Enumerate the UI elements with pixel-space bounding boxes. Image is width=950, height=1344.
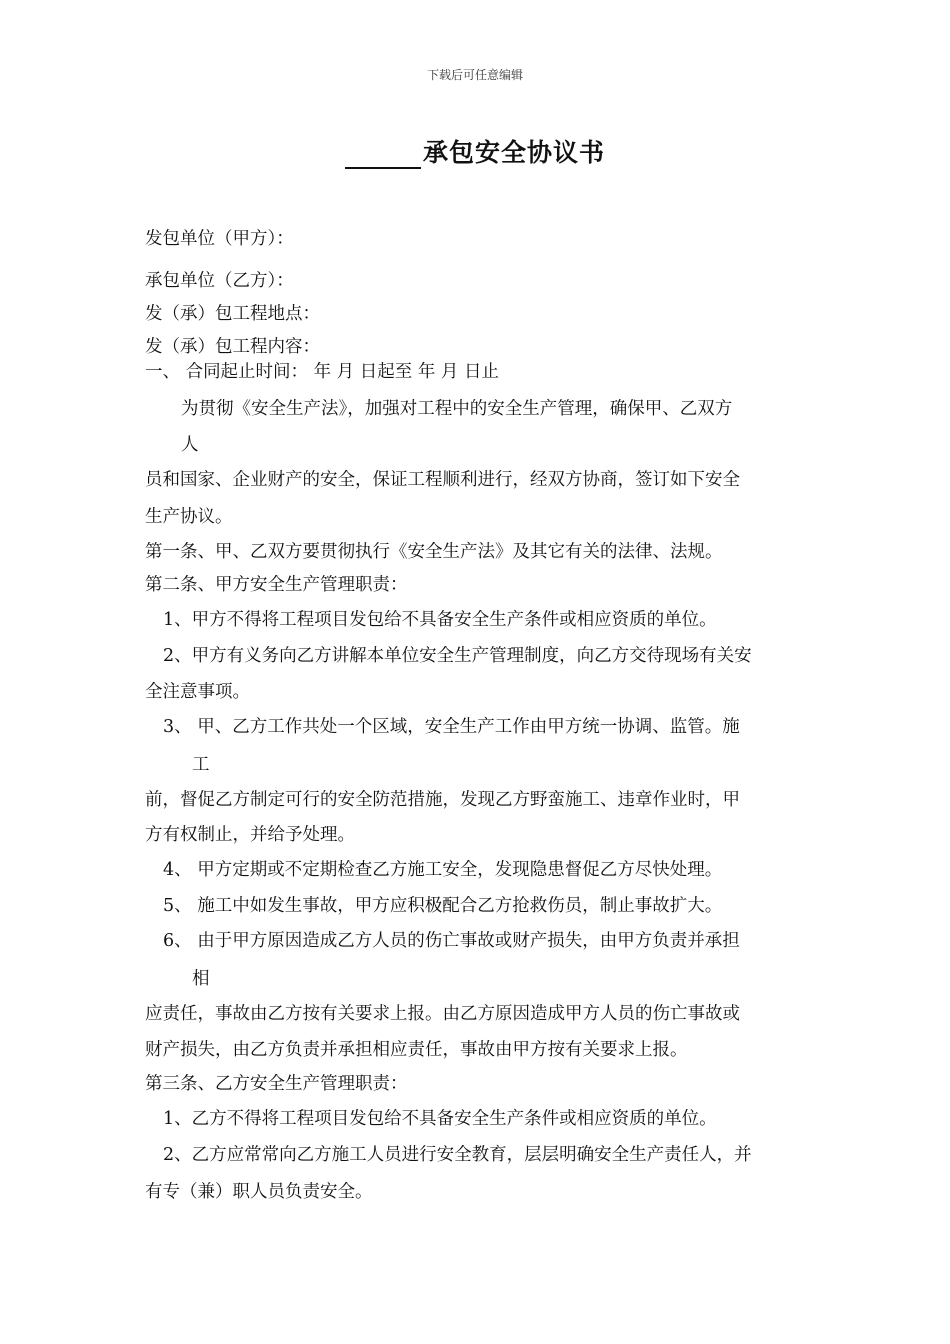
line-contractor: 承包单位（乙方）： [145,271,294,291]
line-article-2-item-6c: 应责任，事故由乙方按有关要求上报。由乙方原因造成甲方人员的伤亡事故或 [145,1004,740,1024]
line-article-3-item-1: 1、乙方不得将工程项目发包给不具备安全生产条件或相应资质的单位。 [163,1109,717,1129]
line-project-content: 发（承）包工程内容： [145,337,320,357]
line-article-3-heading: 第三条、乙方安全生产管理职责： [145,1074,408,1094]
line-article-2-item-3d: 方有权制止，并给予处理。 [145,825,355,845]
line-preamble-2: 人 [181,435,199,455]
header-note: 下载后可任意编辑 [426,68,523,82]
line-article-2-item-2a: 2、甲方有义务向乙方讲解本单位安全生产管理制度，向乙方交待现场有关安 [163,646,752,666]
document-title [0,133,950,169]
line-article-2-item-1: 1、甲方不得将工程项目发包给不具备安全生产条件或相应资质的单位。 [163,610,717,630]
line-article-3-item-2b: 有专（兼）职人员负责安全。 [145,1182,373,1202]
line-article-2-item-3c: 前，督促乙方制定可行的安全防范措施，发现乙方野蛮施工、违章作业时，甲 [145,790,740,810]
line-contract-period: 一、 合同起止时间： 年 月 日起至 年 月 日止 [145,362,499,382]
line-article-2-item-4: 4、 甲方定期或不定期检查乙方施工安全，发现隐患督促乙方尽快处理。 [163,860,723,880]
title-text: 承包安全协议书 [422,138,605,167]
line-article-2-item-5: 5、 施工中如发生事故，甲方应积极配合乙方抢救伤员，制止事故扩大。 [163,896,723,916]
line-article-2-item-2b: 全注意事项。 [145,682,250,702]
line-article-2-heading: 第二条、甲方安全生产管理职责： [145,575,408,595]
line-preamble-4: 生产协议。 [145,507,233,527]
line-article-2-item-3a: 3、 甲、乙方工作共处一个区域，安全生产工作由甲方统一协调、监管。施 [163,717,740,737]
line-article-2-item-3b: 工 [192,755,210,775]
title-blank-underline [345,141,421,169]
line-project-location: 发（承）包工程地点： [145,304,320,324]
line-preamble-1: 为贯彻《安全生产法》，加强对工程中的安全生产管理，确保甲、乙双方 [181,399,733,419]
line-article-2-item-6a: 6、 由于甲方原因造成乙方人员的伤亡事故或财产损失，由甲方负责并承担 [163,931,740,951]
line-preamble-3: 员和国家、企业财产的安全，保证工程顺利进行，经双方协商，签订如下安全 [145,470,740,490]
line-article-2-item-6d: 财产损失，由乙方负责并承担相应责任，事故由甲方按有关要求上报。 [145,1040,688,1060]
line-article-3-item-2a: 2、乙方应常常向乙方施工人员进行安全教育，层层明确安全生产责任人，并 [163,1145,752,1165]
line-article-2-item-6b: 相 [192,969,210,989]
line-article-1: 第一条、甲、乙双方要贯彻执行《安全生产法》及其它有关的法律、法规。 [145,542,723,562]
line-employer: 发包单位（甲方）： [145,229,294,249]
